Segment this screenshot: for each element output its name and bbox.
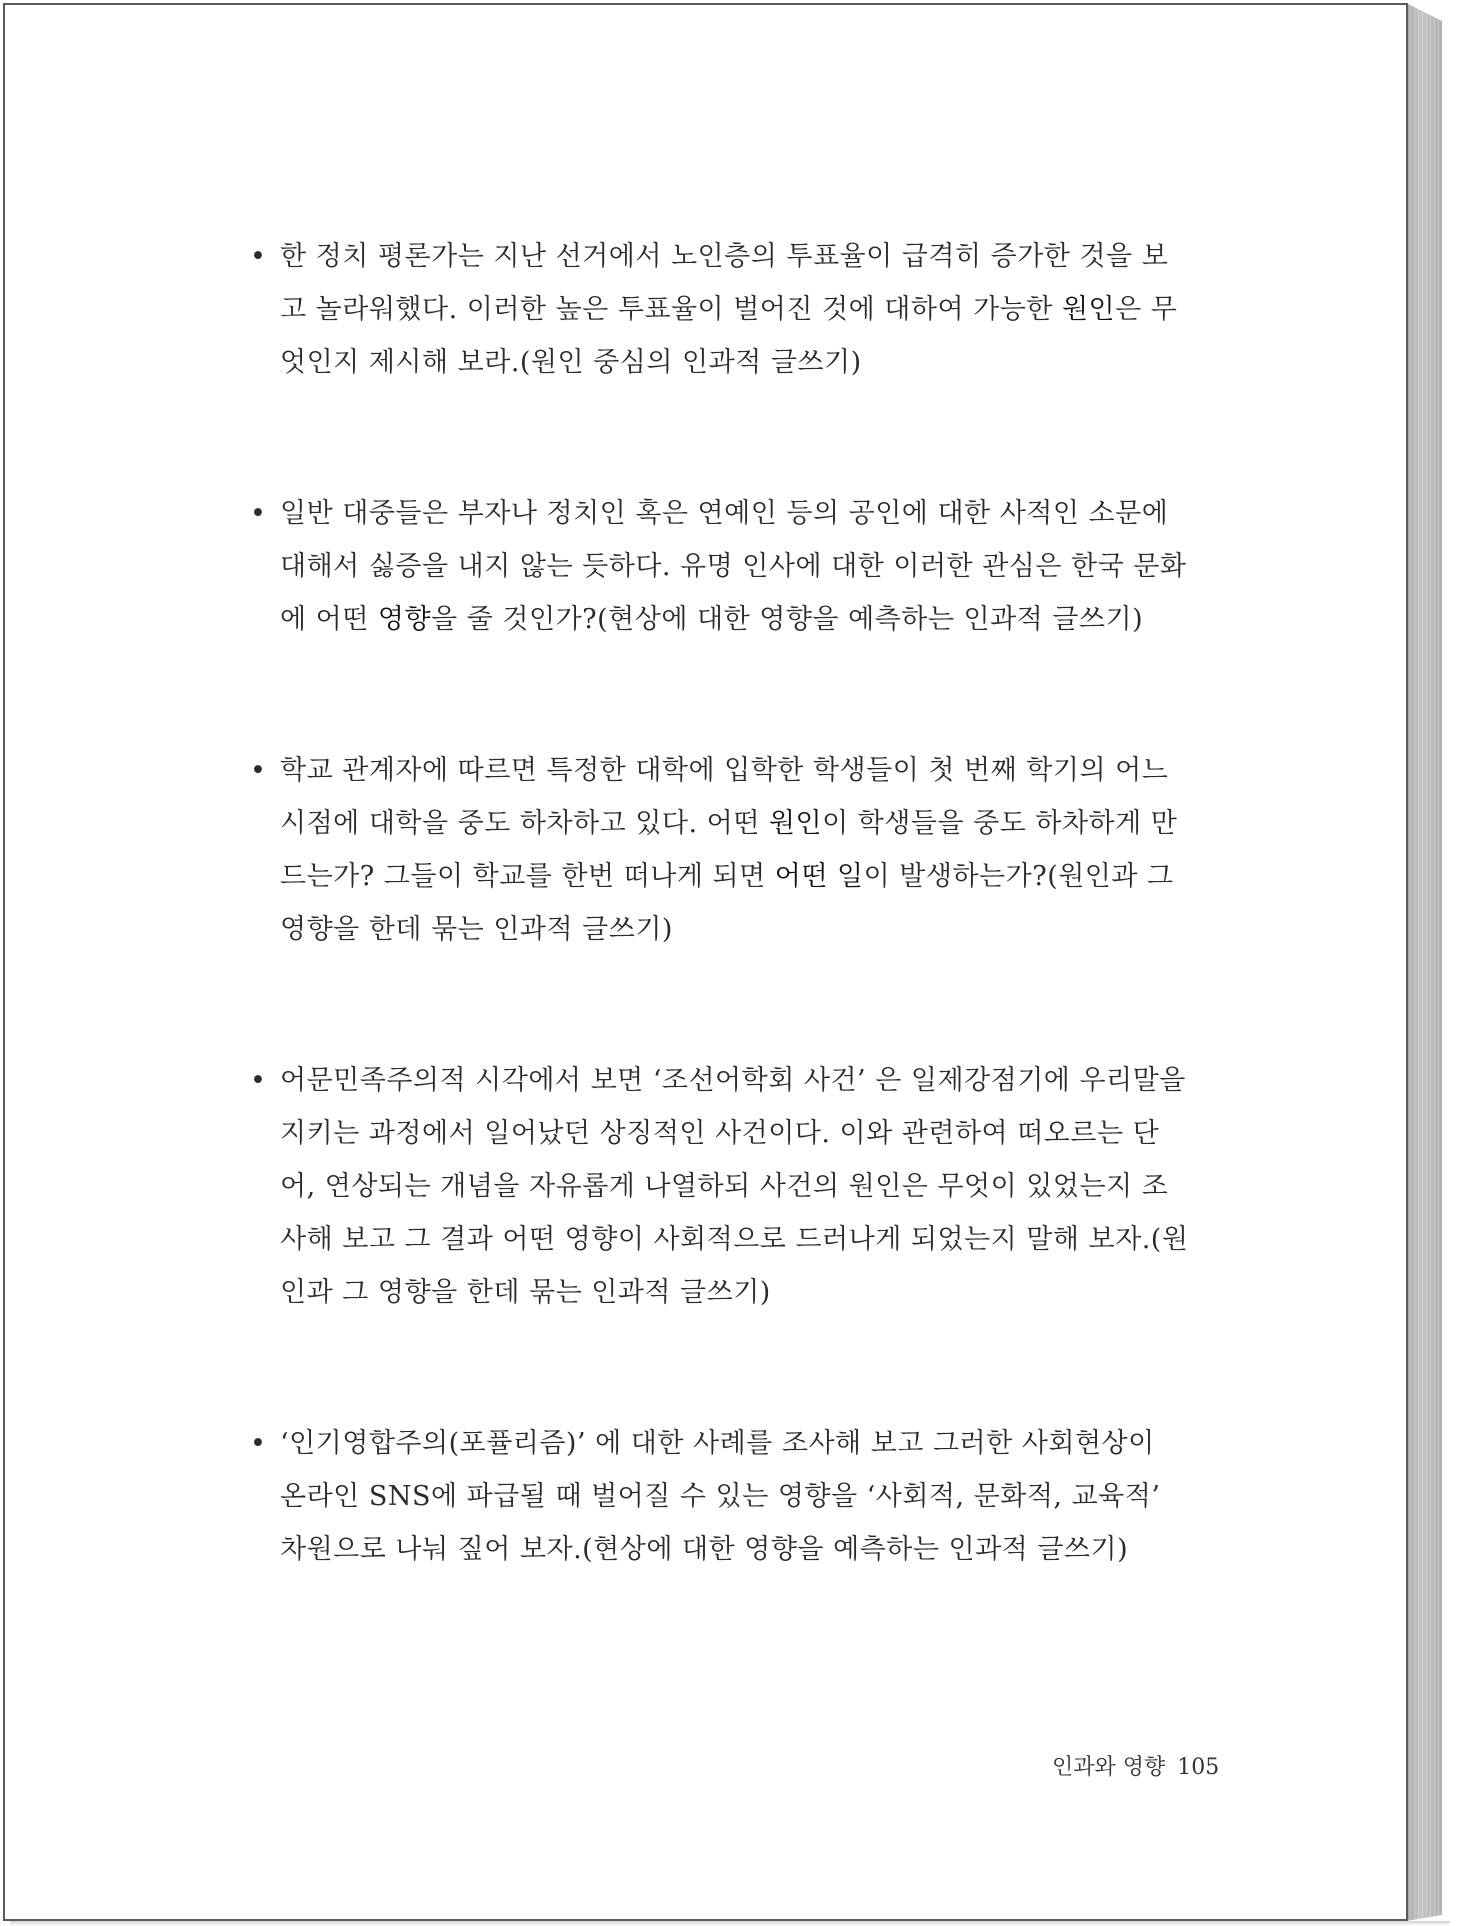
emphasis-effect: 영향 bbox=[377, 604, 432, 635]
bullet-icon: • bbox=[250, 241, 267, 272]
page-shadow bbox=[10, 1921, 1450, 1926]
page-stack-lines bbox=[1406, 3, 1442, 1921]
question-list bbox=[246, 230, 1190, 1576]
bullet-icon: • bbox=[250, 1065, 267, 1096]
bullet-icon: • bbox=[250, 498, 267, 529]
page-footer bbox=[1052, 1750, 1231, 1781]
item-text: 한 정치 평론가는 지난 선거에서 노인층의 투표율이 급격히 증가한 것을 보고 놀라워했다. 이러한 높은 투표율이 벌어진 것에 대하여 가능한 bbox=[280, 241, 1169, 325]
list-item bbox=[246, 230, 1190, 389]
item-text: 이 학생들을 중도 하차하게 만드는가? 그들이 학교를 한번 떠나게 되면 bbox=[280, 808, 1178, 892]
item-text: 학교 관계자에 따르면 특정한 대학에 입학한 학생들이 첫 번째 학기의 어느 시점에 대학을 중도 하차하고 있다. 어떤 bbox=[280, 755, 1169, 839]
running-footer-title: 인과와 영향 bbox=[1052, 1755, 1166, 1780]
list-item bbox=[246, 487, 1190, 646]
list-item bbox=[246, 744, 1190, 956]
list-item bbox=[246, 1054, 1190, 1319]
bullet-icon: • bbox=[250, 1428, 267, 1459]
item-text: 어문민족주의적 시각에서 보면 ‘조선어학회 사건’ 은 일제강점기에 우리말을 지키는 과정에서 일어났던 상징적인 사건이다. 이와 관련하여 떠오르는 단어, 연상되는 개념을 자유롭게 나열하되 사건의 원인은 무엇이 있었는지 조사해 보고 그 결과 어떤 영향이 사회적으로 드러나게 되었는지 말해 보자.(원인과 그 영향을 한데 묶는 인과적 글쓰기) bbox=[280, 1065, 1189, 1308]
item-text: 이 발생하는가?(원인과 그 영향을 한데 묶는 인과적 글쓰기) bbox=[280, 861, 1174, 945]
emphasis-cause: 원인 bbox=[768, 808, 823, 839]
emphasis-cause: 원인 bbox=[1061, 294, 1116, 325]
page-number: 105 bbox=[1177, 1755, 1220, 1780]
list-item bbox=[246, 1417, 1190, 1576]
item-text: ‘인기영합주의(포퓰리즘)’ 에 대한 사례를 조사해 보고 그러한 사회현상이 온라인 SNS에 파급될 때 벌어질 수 있는 영향을 ‘사회적, 문화적, 교육적’ 차원으로 나눠 짚어 보자.(현상에 대한 영향을 예측하는 인과적 글쓰기) bbox=[280, 1428, 1161, 1565]
bullet-icon: • bbox=[250, 755, 267, 786]
item-text: 을 줄 것인가?(현상에 대한 영향을 예측하는 인과적 글쓰기) bbox=[431, 604, 1144, 635]
item-text: 은 무엇인지 제시해 보라.(원인 중심의 인과적 글쓰기) bbox=[280, 294, 1178, 378]
emphasis-event: 어떤 일 bbox=[774, 861, 864, 892]
item-text: 일반 대중들은 부자나 정치인 혹은 연예인 등의 공인에 대한 사적인 소문에 대해서 싫증을 내지 않는 듯하다. 유명 인사에 대한 이러한 관심은 한국 문화에 어떤 bbox=[280, 498, 1187, 635]
